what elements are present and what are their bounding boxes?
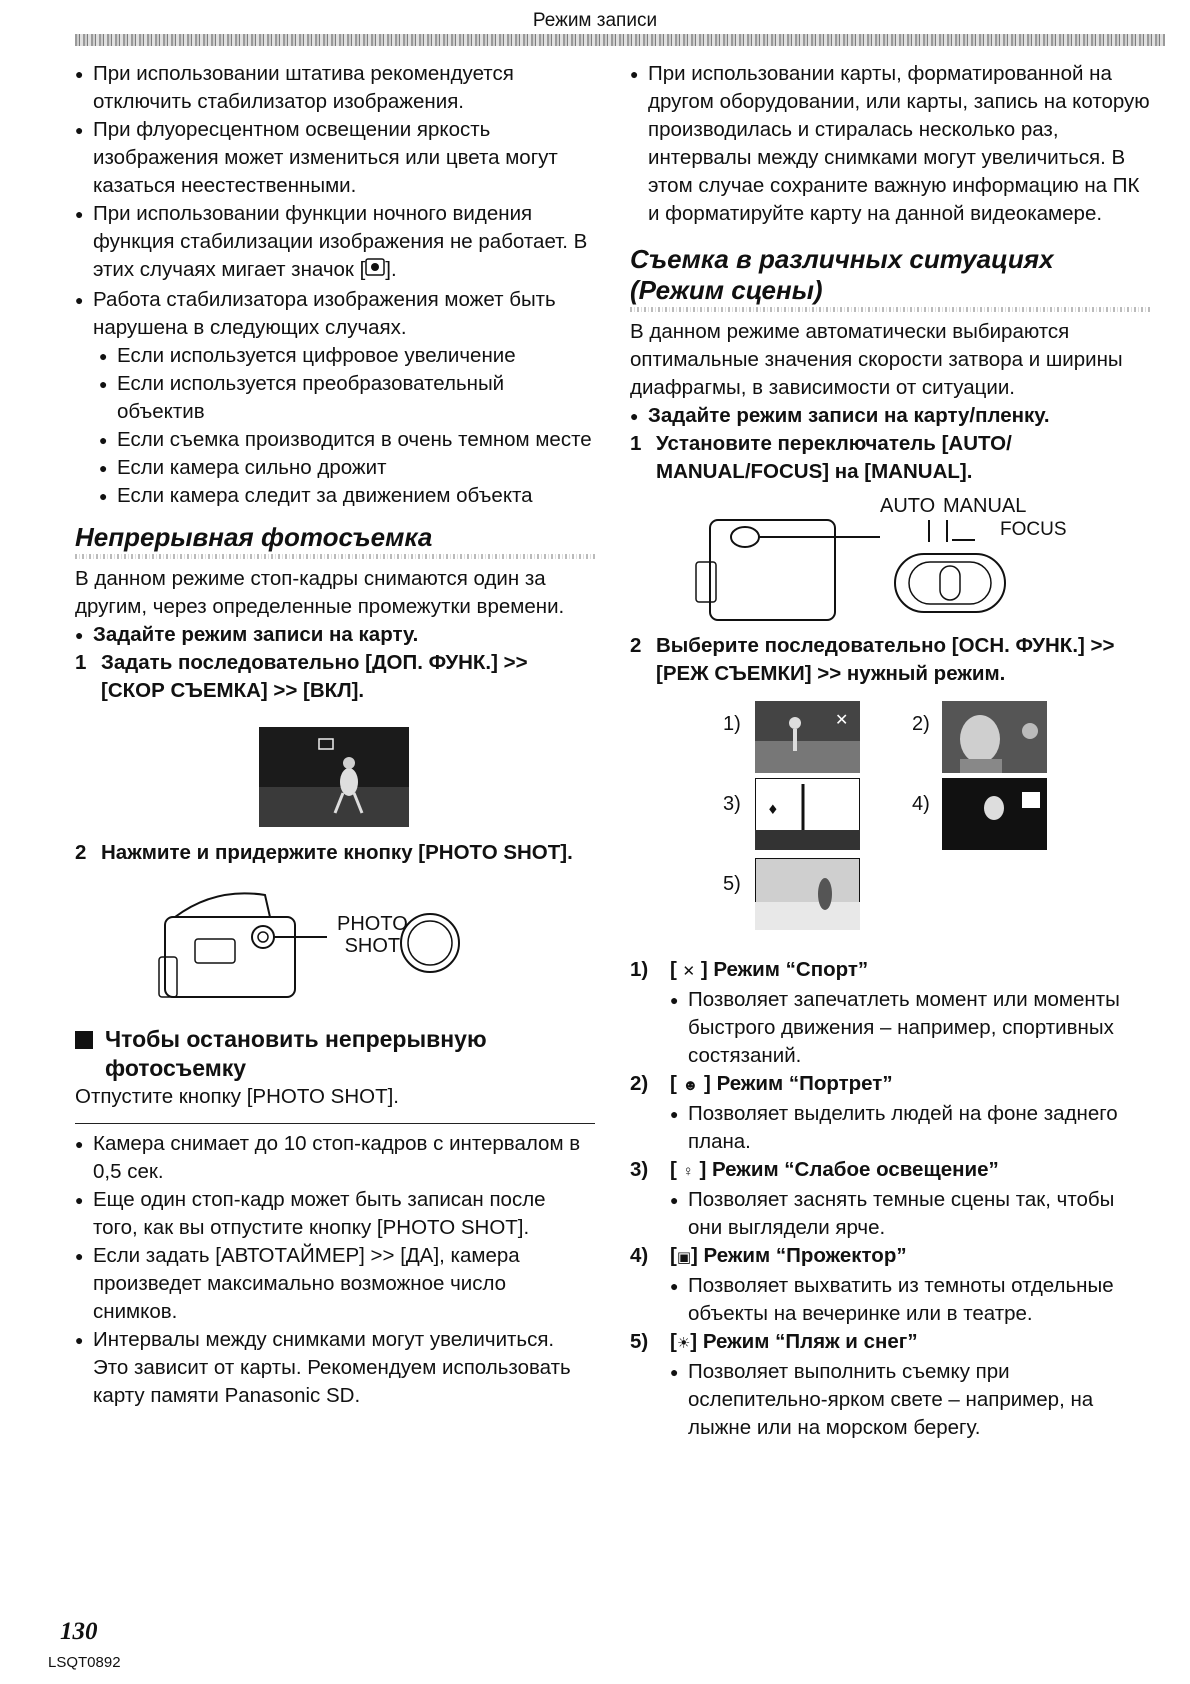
bracket-open: [ (670, 1330, 677, 1353)
mode-number: 5) (630, 1330, 649, 1353)
document-code: LSQT0892 (48, 1654, 121, 1671)
mode-low-light-desc: ● Позволяет заснять темные сцены так, чтобы они выглядели ярче. (670, 1186, 1150, 1242)
mode-low-light-title: Режим “Слабое освещение” (712, 1158, 999, 1181)
thumb-low-light-image (755, 778, 860, 850)
low-light-icon: ♀ (682, 1163, 694, 1180)
thumb-sport-image (755, 701, 860, 773)
switch-focus-label: FOCUS (1000, 519, 1067, 540)
mode-beach-snow-head (670, 1328, 1150, 1358)
burst-step-1 (75, 649, 595, 705)
square-bullet-icon (75, 1031, 93, 1049)
bracket-open: [ (670, 1244, 677, 1267)
photo-shot-label-line2: SHOT (344, 935, 401, 957)
svg-text:♦: ♦ (767, 803, 779, 818)
mode-low-light-head (670, 1156, 1150, 1186)
case-digital-zoom: ● Если используется цифровое увеличение (99, 342, 595, 370)
scene-intro: В данном режиме автоматически выбираются оптимальные значения скорости затвора и ширины диафрагмы, в зависимости от ситуации. (630, 320, 1123, 399)
section-rule (630, 307, 1150, 312)
bracket-close: ] (690, 1330, 698, 1353)
bracket-close: ] (704, 1072, 711, 1095)
burst-photo-figure (75, 719, 595, 839)
mode-portrait (630, 1070, 1150, 1156)
note-ten-frames: ● Камера снимает до 10 стоп-кадров с интервалом в 0,5 сек. (75, 1130, 595, 1186)
scene-thumbnails (630, 698, 1150, 956)
scene-step-2 (630, 632, 1150, 688)
mode-sport-title: Режим “Спорт” (713, 958, 869, 981)
note-self-timer: ● Если задать [АВТОТАЙМЕР] >> [ДА], камера произведет максимально возможное число снимков. (75, 1242, 595, 1326)
thumb-portrait-image (942, 701, 1047, 773)
step-number: 1 (630, 432, 642, 455)
note-night-vision (75, 200, 595, 286)
thumb-spotlight-image (942, 778, 1047, 850)
note-night-vision-text: При использовании функции ночного видения функция стабилизации изображения не работает. В этих случаях мигает значок [ (93, 202, 588, 281)
bracket-open: [ (670, 1158, 677, 1181)
left-column (75, 60, 595, 1410)
burst-intro: В данном режиме стоп-кадры снимаются один за другим, через определенные промежутки времени. (75, 567, 565, 618)
section-rule (75, 554, 595, 559)
divider-line (75, 1123, 595, 1124)
mode-portrait-desc: ● Позволяет выделить людей на фоне заднего плана. (670, 1100, 1150, 1156)
burst-step-2-text: Нажмите и придержите кнопку [PHOTO SHOT]. (101, 841, 573, 864)
mode-beach-snow-title: Режим “Пляж и снег” (702, 1330, 918, 1353)
mode-spotlight-head (670, 1242, 1150, 1272)
note-card-format: ● При использовании карты, форматированной на другом оборудовании, или карты, запись на которую производилась и стиралась несколько раз, интервалы между снимками могут увеличиться. В этом случае сохраните важную информацию на ПК и форматируйте карту на данной видеокамере. (630, 60, 1150, 228)
stop-burst-heading (75, 1025, 595, 1083)
mode-low-light (630, 1156, 1150, 1242)
note-night-vision-close: ]. (385, 258, 397, 281)
stabilizer-cases (75, 342, 595, 510)
spotlight-icon: ▣ (676, 1249, 692, 1266)
thumb-label-low-light: 3) (723, 793, 741, 815)
thumb-label-beach-snow: 5) (723, 873, 741, 895)
switch-manual-label: MANUAL (943, 495, 1027, 517)
mode-sport-head (670, 956, 1150, 986)
mode-number: 1) (630, 958, 649, 981)
scene-step-1 (630, 430, 1150, 486)
thumb-label-sport: 1) (723, 713, 741, 735)
mode-spotlight-desc: ● Позволяет выхватить из темноты отдельные объекты на вечеринке или в театре. (670, 1272, 1150, 1328)
stop-burst-text: Отпустите кнопку [PHOTO SHOT]. (75, 1085, 399, 1108)
photo-shot-label (337, 913, 408, 957)
thumb-beach-snow-image (755, 858, 860, 930)
mode-number: 4) (630, 1244, 649, 1267)
page-header-title: Режим записи (532, 10, 658, 31)
page-number: 130 (60, 1618, 98, 1645)
mode-number: 3) (630, 1158, 649, 1181)
switch-illustration (690, 492, 1110, 632)
scene-prep: ● Задайте режим записи на карту/пленку. (630, 402, 1150, 430)
mode-portrait-head (670, 1070, 1150, 1100)
section-title-scene-mode: Съемка в различных ситуациях (Режим сцены) (630, 244, 1054, 305)
section-title-burst: Непрерывная фотосъемка (75, 522, 433, 552)
step-number: 2 (75, 841, 87, 864)
case-dark-place: ● Если съемка производится в очень темном месте (99, 426, 595, 454)
note-stabilizer-disturbed (75, 286, 595, 342)
note-stabilizer-disturbed-text: Работа стабилизатора изображения может быть нарушена в следующих случаях. (93, 288, 556, 339)
burst-notes (75, 1130, 595, 1410)
bracket-close: ] (699, 1158, 707, 1181)
stabilizer-warning-icon (365, 258, 385, 286)
thumb-label-spotlight: 4) (912, 793, 930, 815)
step-number: 2 (630, 634, 642, 657)
header-decorative-band (75, 34, 1165, 46)
note-fluorescent: ● При флуоресцентном освещении яркость изображения может измениться или цвета могут казаться неестественными. (75, 116, 595, 200)
note-extra-frame: ● Еще один стоп-кадр может быть записан после того, как вы отпустите кнопку [PHOTO SHOT]. (75, 1186, 595, 1242)
bracket-open: [ (670, 1072, 677, 1095)
camera-photo-shot-figure (75, 877, 595, 1017)
beach-snow-icon: ☀ (676, 1335, 691, 1352)
burst-photo-image (259, 727, 409, 827)
case-conversion-lens: ● Если используется преобразовательный объектив (99, 370, 595, 426)
step-number: 1 (75, 651, 87, 674)
note-tripod: ● При использовании штатива рекомендуется отключить стабилизатор изображения. (75, 60, 595, 116)
burst-step-2 (75, 839, 595, 867)
auto-manual-switch-figure (630, 492, 1150, 632)
mode-portrait-title: Режим “Портрет” (716, 1072, 893, 1095)
mode-beach-snow-desc: ● Позволяет выполнить съемку при ослепительно-ярком свете – например, на лыжне или на морском берегу. (670, 1358, 1150, 1442)
scene-step-1-text: Установите переключатель [AUTO/ MANUAL/FOCUS] на [MANUAL]. (656, 432, 1012, 483)
scene-mode-list (630, 956, 1150, 1442)
mode-spotlight (630, 1242, 1150, 1328)
right-column (630, 60, 1150, 1442)
note-card-interval: ● Интервалы между снимками могут увеличиться. Это зависит от карты. Рекомендуем использовать карту памяти Panasonic SD. (75, 1326, 595, 1410)
case-tracking-motion: ● Если камера следит за движением объекта (99, 482, 595, 510)
mode-spotlight-title: Режим “Прожектор” (703, 1244, 907, 1267)
mode-beach-snow (630, 1328, 1150, 1442)
bracket-open: [ (670, 958, 677, 981)
stabilizer-notes (75, 60, 595, 342)
case-camera-shake: ● Если камера сильно дрожит (99, 454, 595, 482)
mode-sport-desc: ● Позволяет запечатлеть момент или моменты быстрого движения – например, спортивных состязаний. (670, 986, 1150, 1070)
burst-step-1-text: Задать последовательно [ДОП. ФУНК.] >> [СКОР СЪЕМКА] >> [ВКЛ]. (101, 651, 528, 702)
burst-prep: ● Задайте режим записи на карту. (75, 621, 595, 649)
mode-number: 2) (630, 1072, 649, 1095)
scene-step-2-text: Выберите последовательно [ОСН. ФУНК.] >> [РЕЖ СЪЕМКИ] >> нужный режим. (656, 634, 1115, 685)
portrait-icon: ☻ (682, 1077, 699, 1094)
switch-auto-label: AUTO (880, 495, 936, 517)
svg-text:✕: ✕ (835, 710, 849, 729)
mode-sport (630, 956, 1150, 1070)
photo-shot-label-line1: PHOTO (337, 913, 408, 935)
sport-icon: ✕ (682, 963, 696, 980)
stop-burst-heading-text: Чтобы остановить непрерывную фотосъемку (105, 1026, 487, 1081)
bracket-close: ] (700, 958, 708, 981)
thumb-label-portrait: 2) (912, 713, 930, 735)
card-format-note (630, 60, 1150, 228)
photo-shot-button-icon (401, 914, 459, 972)
bracket-close: ] (691, 1244, 698, 1267)
